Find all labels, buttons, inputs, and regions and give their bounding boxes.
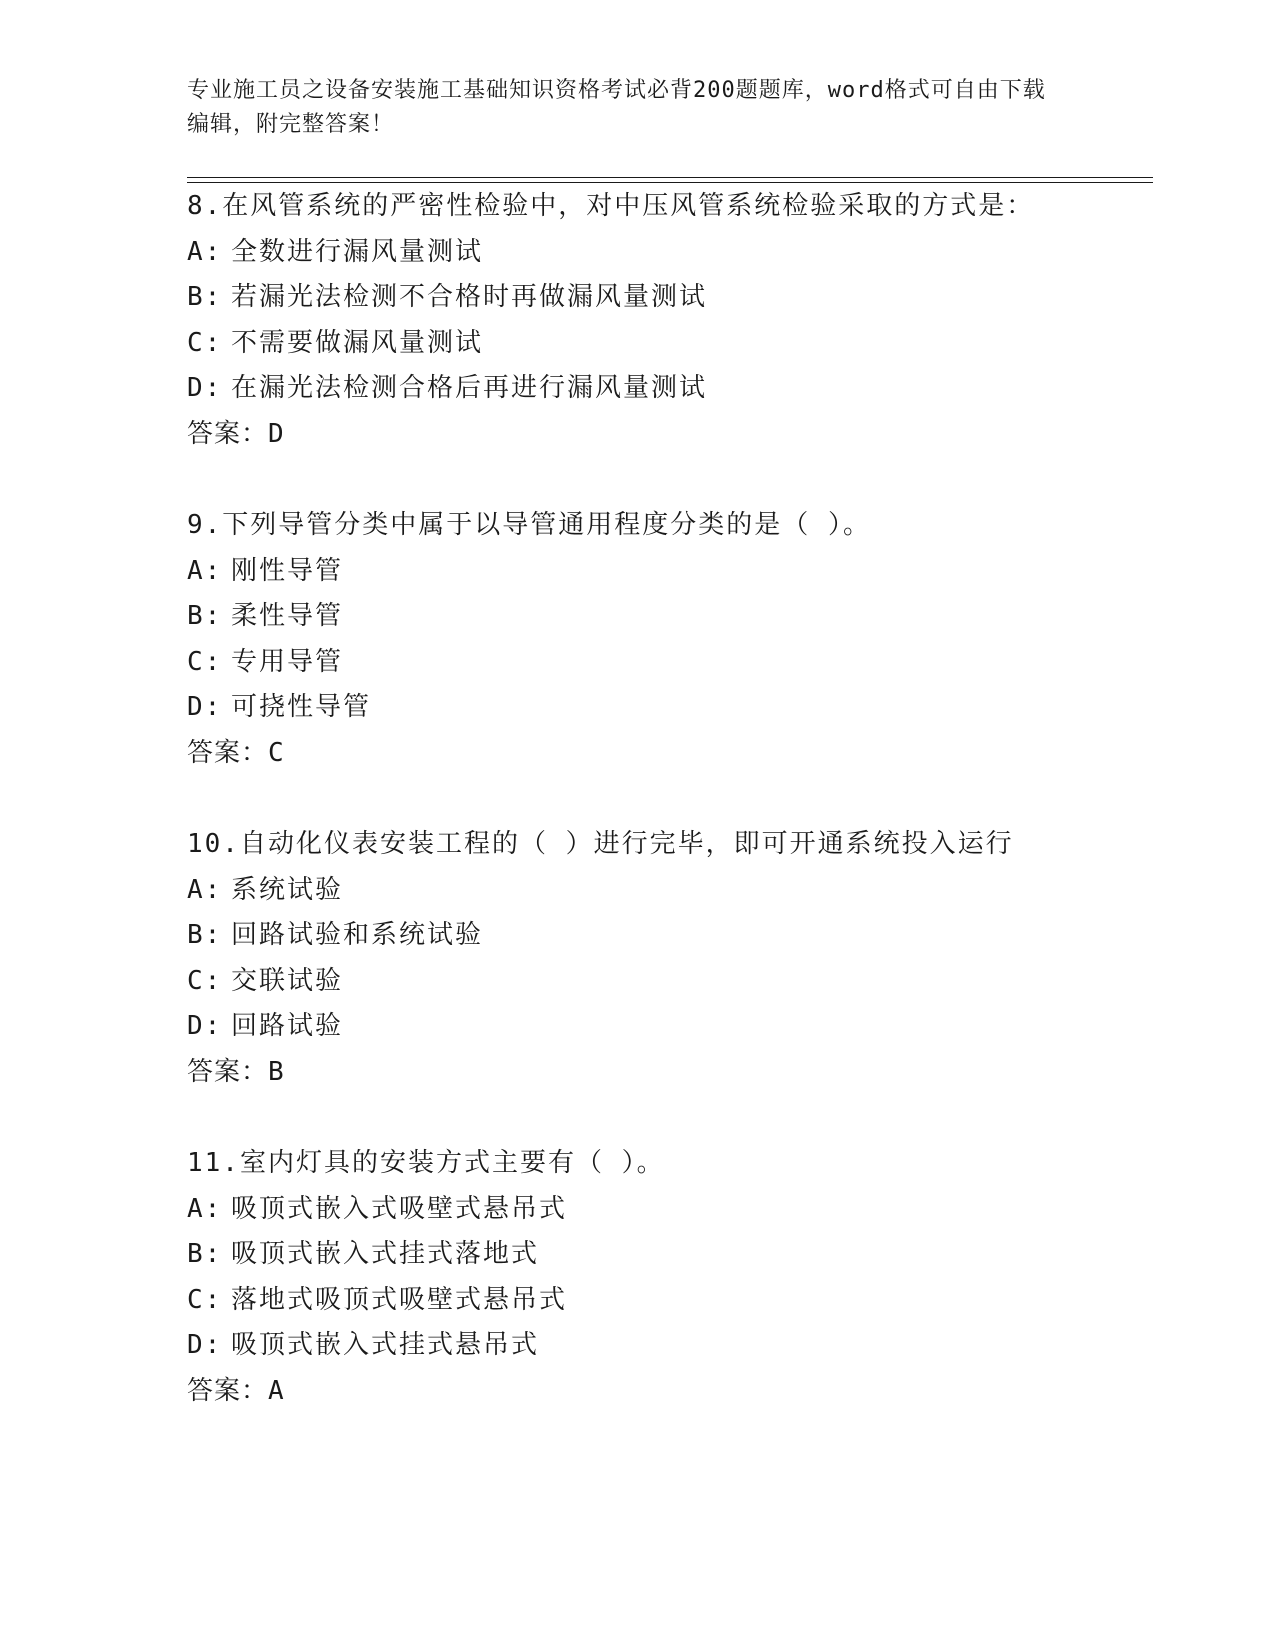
option-text: 专用导管 [231,646,344,677]
option-c [187,1278,1187,1324]
option-label: D: [187,1011,223,1041]
option-a [187,549,1187,595]
option-text: 落地式吸顶式吸壁式悬吊式 [231,1284,568,1315]
option-text: 刚性导管 [231,555,344,586]
option-b [187,1232,1187,1278]
option-text: 在漏光法检测合格后再进行漏风量测试 [231,373,708,403]
option-text: 吸顶式嵌入式挂式悬吊式 [231,1330,540,1360]
option-label: A: [187,1193,223,1224]
option-label: C: [187,646,223,677]
option-text: 吸顶式嵌入式吸壁式悬吊式 [231,1193,568,1224]
option-label: B: [187,1239,223,1269]
option-label: B: [187,920,223,950]
option-d [187,1004,1187,1050]
option-label: A: [187,874,223,905]
option-label: D: [187,373,223,403]
option-label: B: [187,601,223,631]
option-a [187,230,1187,276]
header-divider-top [187,177,1153,178]
option-d [187,1323,1187,1369]
option-text: 系统试验 [231,874,344,905]
option-label: C: [187,965,223,996]
answer-line: 答案：A [187,1375,285,1406]
option-text: 可挠性导管 [231,692,372,722]
question-stem: 8.在风管系统的严密性检验中，对中压风管系统检验采取的方式是： [187,191,1035,221]
question-11 [187,1141,1187,1414]
question-10 [187,822,1187,1095]
option-label: A: [187,236,223,267]
option-d [187,685,1187,731]
option-label: D: [187,692,223,722]
option-label: C: [187,327,223,358]
question-9 [187,503,1187,776]
question-stem: 9.下列导管分类中属于以导管通用程度分类的是（ ）。 [187,510,871,540]
option-d [187,366,1187,412]
option-text: 不需要做漏风量测试 [231,327,484,358]
option-label: B: [187,282,223,312]
option-c [187,640,1187,686]
option-text: 全数进行漏风量测试 [231,236,484,267]
option-b [187,275,1187,321]
question-8 [187,184,1187,457]
option-label: A: [187,555,223,586]
answer-line: 答案：D [187,418,285,449]
option-text: 交联试验 [231,965,344,996]
option-b [187,594,1187,640]
option-c [187,959,1187,1005]
option-label: D: [187,1330,223,1360]
option-text: 柔性导管 [231,601,344,631]
option-text: 若漏光法检测不合格时再做漏风量测试 [231,282,708,312]
option-label: C: [187,1284,223,1315]
answer-line: 答案：B [187,1056,285,1087]
document-header: 专业施工员之设备安装施工基础知识资格考试必背200题题库，word格式可自由下载编辑，附完整答案！ [187,78,1046,137]
option-text: 回路试验 [231,1011,344,1041]
option-a [187,1187,1187,1233]
option-text: 吸顶式嵌入式挂式落地式 [231,1239,540,1269]
question-stem: 10.自动化仪表安装工程的（ ）进行完毕，即可开通系统投入运行 [187,829,1014,859]
option-c [187,321,1187,367]
option-a [187,868,1187,914]
option-text: 回路试验和系统试验 [231,920,484,950]
option-b [187,913,1187,959]
answer-line: 答案：C [187,737,285,768]
header-divider-bottom [187,182,1153,183]
question-stem: 11.室内灯具的安装方式主要有（ ）。 [187,1148,665,1178]
